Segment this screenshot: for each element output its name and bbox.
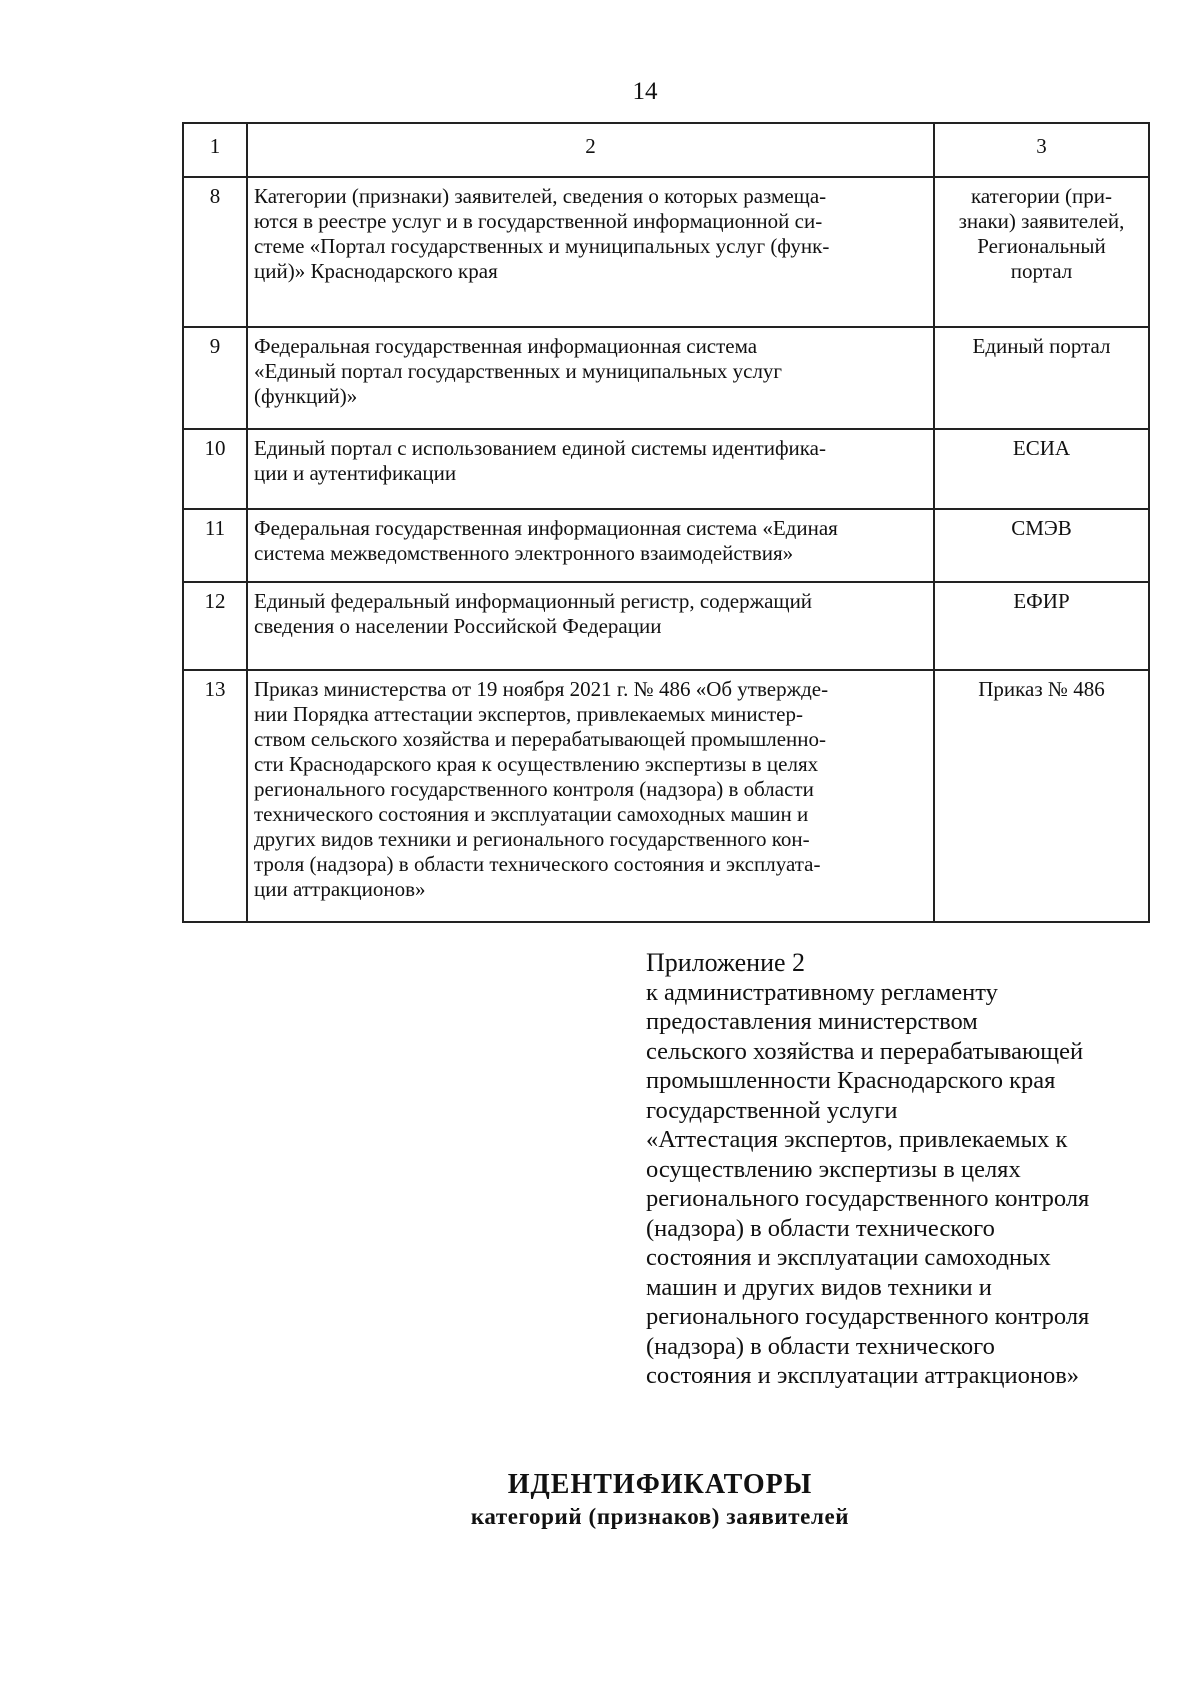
description-line: Приказ министерства от 19 ноября 2021 г. № 486 «Об утвержде-	[254, 677, 829, 701]
description-line: технического состояния и эксплуатации самоходных машин и	[254, 802, 809, 826]
table-header-row	[183, 123, 1149, 177]
description-line: стеме «Портал государственных и муниципальных услуг (функ-	[254, 234, 830, 258]
row-abbreviation	[934, 670, 1149, 922]
abbreviation-line: ЕФИР	[1013, 589, 1070, 613]
heading-subtitle: категорий (признаков) заявителей	[470, 1504, 850, 1529]
table-row	[183, 670, 1149, 922]
description-line: Федеральная государственная информационная система «Единая	[254, 516, 838, 540]
appendix-line: (надзора) в области технического	[646, 1214, 995, 1242]
appendix-line: (надзора) в области технического	[646, 1332, 995, 1360]
description-line: Единый портал с использованием единой системы идентифика-	[254, 436, 826, 460]
heading-title: ИДЕНТИФИКАТОРЫ	[507, 1469, 813, 1500]
appendix-line: к административному регламенту	[646, 978, 998, 1006]
appendix-line: предоставления министерством	[646, 1008, 978, 1035]
row-number: 11	[183, 509, 247, 582]
appendix-line: осуществлению экспертизы в целях	[646, 1155, 1021, 1183]
appendix-line: регионального государственного контроля	[646, 1185, 1090, 1212]
row-description	[247, 177, 934, 327]
row-description	[247, 429, 934, 509]
row-description	[247, 509, 934, 582]
abbreviation-line: категории (при-	[971, 184, 1112, 208]
description-line: Категории (признаки) заявителей, сведения о которых размеща-	[254, 184, 827, 208]
table-row	[183, 327, 1149, 429]
row-abbreviation	[934, 429, 1149, 509]
abbreviation-line: Единый портал	[972, 334, 1111, 358]
description-line: Единый федеральный информационный регистр, содержащий	[254, 589, 813, 613]
row-number: 9	[183, 327, 247, 429]
appendix-line: состояния и эксплуатации аттракционов»	[646, 1362, 1080, 1389]
abbreviation-line: ЕСИА	[1012, 436, 1071, 460]
row-number: 10	[183, 429, 247, 509]
appendix-line: государственной услуги	[646, 1096, 898, 1124]
appendix-text	[646, 978, 1166, 1391]
row-abbreviation	[934, 582, 1149, 670]
abbreviation-line: знаки) заявителей,	[958, 209, 1125, 233]
appendix-block	[646, 948, 1166, 1391]
description-line: сти Краснодарского края к осуществлению экспертизы в целях	[254, 752, 819, 776]
description-line: ций)» Краснодарского края	[254, 259, 498, 283]
appendix-line: регионального государственного контроля	[646, 1303, 1090, 1330]
row-number: 8	[183, 177, 247, 327]
appendix-line: промышленности Краснодарского края	[646, 1067, 1056, 1094]
abbreviations-table	[182, 122, 1150, 923]
description-line: ством сельского хозяйства и перерабатывающей промышленно-	[254, 727, 827, 751]
header-cell-2: 2	[247, 123, 934, 177]
appendix-line: состояния и эксплуатации самоходных	[646, 1244, 1051, 1271]
table-row	[183, 429, 1149, 509]
row-abbreviation	[934, 177, 1149, 327]
row-description	[247, 327, 934, 429]
appendix-line: машин и других видов техники и	[646, 1273, 992, 1301]
abbreviation-line: портал	[1010, 259, 1073, 283]
abbreviation-line: Приказ № 486	[978, 677, 1105, 701]
row-number: 13	[183, 670, 247, 922]
row-abbreviation	[934, 327, 1149, 429]
appendix-line: сельского хозяйства и перерабатывающей	[646, 1037, 1084, 1065]
description-line: троля (надзора) в области технического состояния и эксплуата-	[254, 852, 821, 876]
table-row	[183, 582, 1149, 670]
description-line: «Единый портал государственных и муниципальных услуг	[254, 359, 783, 383]
description-line: (функций)»	[254, 384, 358, 408]
table-row	[183, 177, 1149, 327]
description-line: сведения о населении Российской Федерации	[254, 614, 662, 638]
description-line: других видов техники и регионального государственного кон-	[254, 827, 810, 851]
appendix-line: «Аттестация экспертов, привлекаемых к	[646, 1126, 1068, 1153]
description-line: ются в реестре услуг и в государственной информационной си-	[254, 209, 823, 233]
header-cell-1: 1	[183, 123, 247, 177]
description-line: ции аттракционов»	[254, 877, 426, 901]
abbreviation-line: СМЭВ	[1011, 516, 1072, 540]
page-number: 14	[632, 78, 658, 105]
section-heading	[300, 1468, 1020, 1532]
description-line: регионального государственного контроля (надзора) в области	[254, 777, 814, 801]
row-abbreviation	[934, 509, 1149, 582]
description-line: Федеральная государственная информационная система	[254, 334, 758, 358]
description-line: нии Порядка аттестации экспертов, привлекаемых министер-	[254, 702, 803, 726]
row-description	[247, 670, 934, 922]
description-line: система межведомственного электронного взаимодействия»	[254, 541, 794, 565]
row-description	[247, 582, 934, 670]
appendix-title: Приложение 2	[646, 948, 806, 977]
header-cell-3: 3	[934, 123, 1149, 177]
description-line: ции и аутентификации	[254, 461, 457, 485]
row-number: 12	[183, 582, 247, 670]
table-row	[183, 509, 1149, 582]
abbreviation-line: Региональный	[977, 234, 1106, 258]
